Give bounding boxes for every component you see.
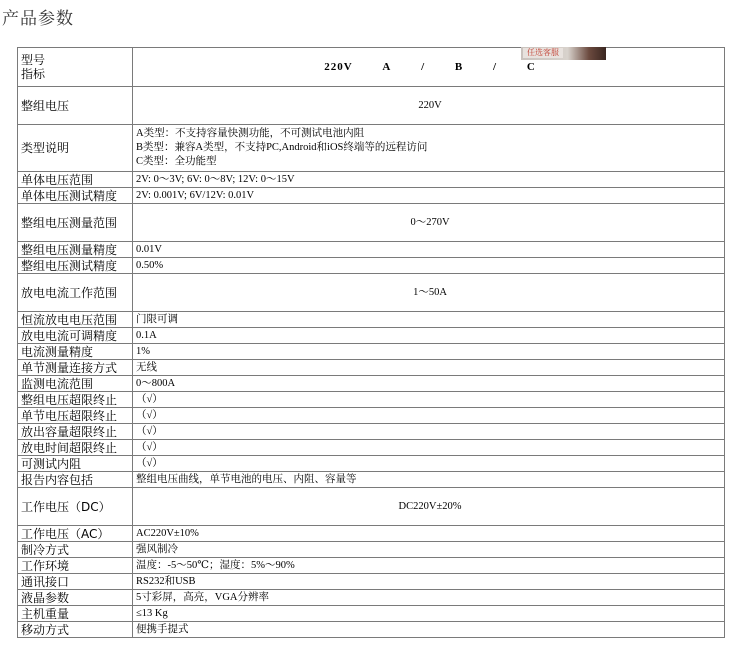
row-value-line: A类型：不支持容量快测功能，不可测试电池内阻 [136,128,365,139]
model-c: C [526,61,536,73]
row-value: DC220V±20% [133,488,725,526]
table-row [18,344,725,360]
table-row [18,472,725,488]
row-value: 0.01V [133,242,725,258]
row-value [133,125,725,172]
row-label: 单体电压范围 [18,172,133,188]
row-label: 类型说明 [18,125,133,172]
row-value-line: B类型：兼容A类型，不支持PC,Android和iOS终端等的远程访问 [136,142,428,153]
row-value: 便携手提式 [133,622,725,638]
header-label-model: 型号 [21,53,46,67]
table-row [18,204,725,242]
table-row [18,542,725,558]
model-sep-1: / [421,61,426,73]
row-value: 0～270V [133,204,725,242]
row-label: 主机重量 [18,606,133,622]
row-label: 工作电压（AC） [18,526,133,542]
row-value: （√） [133,392,725,408]
table-row [18,376,725,392]
row-label: 放电电流可调精度 [18,328,133,344]
row-label: 监测电流范围 [18,376,133,392]
row-label: 报告内容包括 [18,472,133,488]
spec-table [17,47,725,638]
page-title: 产品参数 [2,9,74,29]
row-label: 工作环境 [18,558,133,574]
table-row [18,590,725,606]
row-label: 单节电压超限终止 [18,408,133,424]
row-value: RS232和USB [133,574,725,590]
row-value: 无线 [133,360,725,376]
promo-text[interactable]: 任选客服 [523,48,563,58]
row-value: 1% [133,344,725,360]
row-value: AC220V±10% [133,526,725,542]
row-value: （√） [133,440,725,456]
table-row [18,558,725,574]
table-row [18,328,725,344]
model-voltage: 220V [324,61,353,73]
table-row [18,172,725,188]
row-value: 0.1A [133,328,725,344]
table-row [18,125,725,172]
header-models-cell [133,48,725,87]
header-label-index: 指标 [21,67,46,81]
table-row [18,574,725,590]
table-row [18,392,725,408]
row-label: 整组电压测试精度 [18,258,133,274]
row-label: 放电时间超限终止 [18,440,133,456]
row-label: 放出容量超限终止 [18,424,133,440]
row-value: 门限可调 [133,312,725,328]
table-row [18,440,725,456]
row-value: 0.50% [133,258,725,274]
row-value: （√） [133,408,725,424]
row-label: 工作电压（DC） [18,488,133,526]
row-label: 整组电压 [18,87,133,125]
table-row [18,424,725,440]
row-label: 整组电压测量范围 [18,204,133,242]
table-row [18,258,725,274]
row-label: 放电电流工作范围 [18,274,133,312]
table-row [18,456,725,472]
row-label: 单体电压测试精度 [18,188,133,204]
row-label: 单节测量连接方式 [18,360,133,376]
row-label: 制冷方式 [18,542,133,558]
model-a: A [382,61,392,73]
table-row [18,274,725,312]
table-row [18,526,725,542]
row-value: 整组电压曲线，单节电池的电压、内阻、容量等 [133,472,725,488]
table-row [18,242,725,258]
table-row [18,360,725,376]
row-label: 移动方式 [18,622,133,638]
row-label: 通讯接口 [18,574,133,590]
row-value: 220V [133,87,725,125]
row-value: 1～50A [133,274,725,312]
row-value: 强风制冷 [133,542,725,558]
table-row [18,488,725,526]
table-row [18,622,725,638]
table-row [18,312,725,328]
row-label: 电流测量精度 [18,344,133,360]
table-row [18,606,725,622]
table-header-row [18,48,725,87]
row-label: 整组电压超限终止 [18,392,133,408]
header-label-cell [18,48,133,87]
model-sep-2: / [493,61,498,73]
row-label: 可测试内阻 [18,456,133,472]
row-label: 液晶参数 [18,590,133,606]
row-value: 0～800A [133,376,725,392]
row-value: ≤13 Kg [133,606,725,622]
row-value: 温度：-5～50℃；湿度：5%～90% [133,558,725,574]
row-value-line: C类型：全功能型 [136,156,217,167]
row-value: （√） [133,456,725,472]
table-row [18,188,725,204]
row-value: 2V: 0.001V; 6V/12V: 0.01V [133,188,725,204]
promo-badge[interactable] [521,47,606,60]
row-value: 2V: 0～3V; 6V: 0～8V; 12V: 0～15V [133,172,725,188]
row-value: （√） [133,424,725,440]
table-row [18,408,725,424]
table-row [18,87,725,125]
model-b: B [454,61,464,73]
row-value: 5寸彩屏，高亮，VGA分辨率 [133,590,725,606]
row-label: 恒流放电电压范围 [18,312,133,328]
row-label: 整组电压测量精度 [18,242,133,258]
